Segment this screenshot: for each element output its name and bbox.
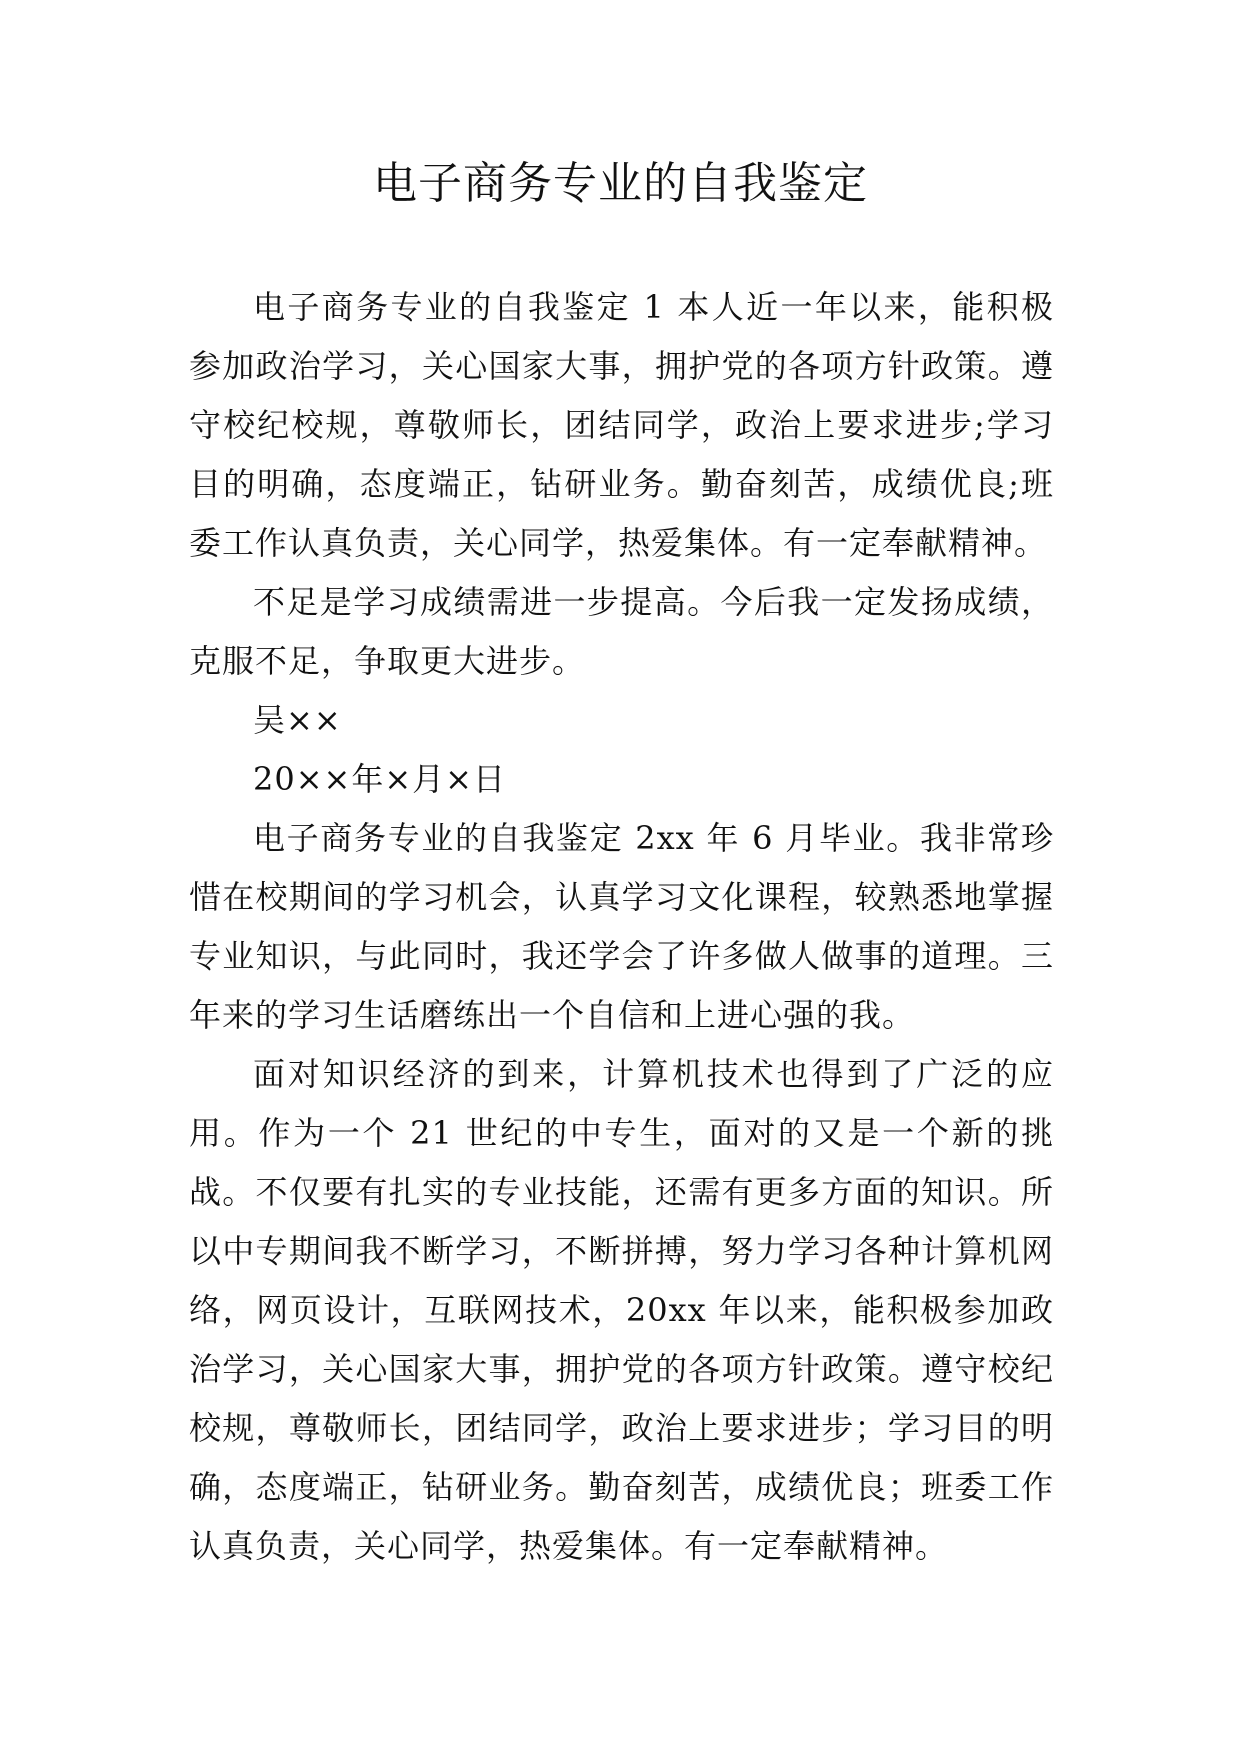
document-title: 电子商务专业的自我鉴定	[373, 158, 868, 209]
paragraph-self-assessment-1: 电子商务专业的自我鉴定 1 本人近一年以来，能积极参加政治学习，关心国家大事，拥护党的各项方针政策。遵守校纪校规，尊敬师长，团结同学，政治上要求进步;学习目的明确，态度端正，钻研业务。勤奋刻苦，成绩优良;班委工作认真负责，关心同学，热爱集体。有一定奉献精神。	[189, 288, 1054, 562]
document-body	[189, 278, 1054, 1576]
signature-name: 吴××	[253, 701, 342, 739]
paragraph-shortcomings: 不足是学习成绩需进一步提高。今后我一定发扬成绩，克服不足，争取更大进步。	[189, 583, 1054, 680]
signature-date: 20××年×月×日	[253, 760, 506, 798]
paragraph-knowledge-economy: 面对知识经济的到来，计算机技术也得到了广泛的应用。作为一个 21 世纪的中专生，面对的又是一个新的挑战。不仅要有扎实的专业技能，还需有更多方面的知识。所以中专期间我不断学习，不断拼搏，努力学习各种计算机网络，网页设计，互联网技术，20xx 年以来，能积极参加政治学习，关心国家大事，拥护党的各项方针政策。遵守校纪校规，尊敬师长，团结同学，政治上要求进步；学习目的明确，态度端正，钻研业务。勤奋刻苦，成绩优良；班委工作认真负责，关心同学，热爱集体。有一定奉献精神。	[189, 1055, 1054, 1565]
paragraph-self-assessment-2: 电子商务专业的自我鉴定 2xx 年 6 月毕业。我非常珍惜在校期间的学习机会，认真学习文化课程，较熟悉地掌握专业知识，与此同时，我还学会了许多做人做事的道理。三年来的学习生话磨练出一个自信和上进心强的我。	[189, 819, 1054, 1034]
